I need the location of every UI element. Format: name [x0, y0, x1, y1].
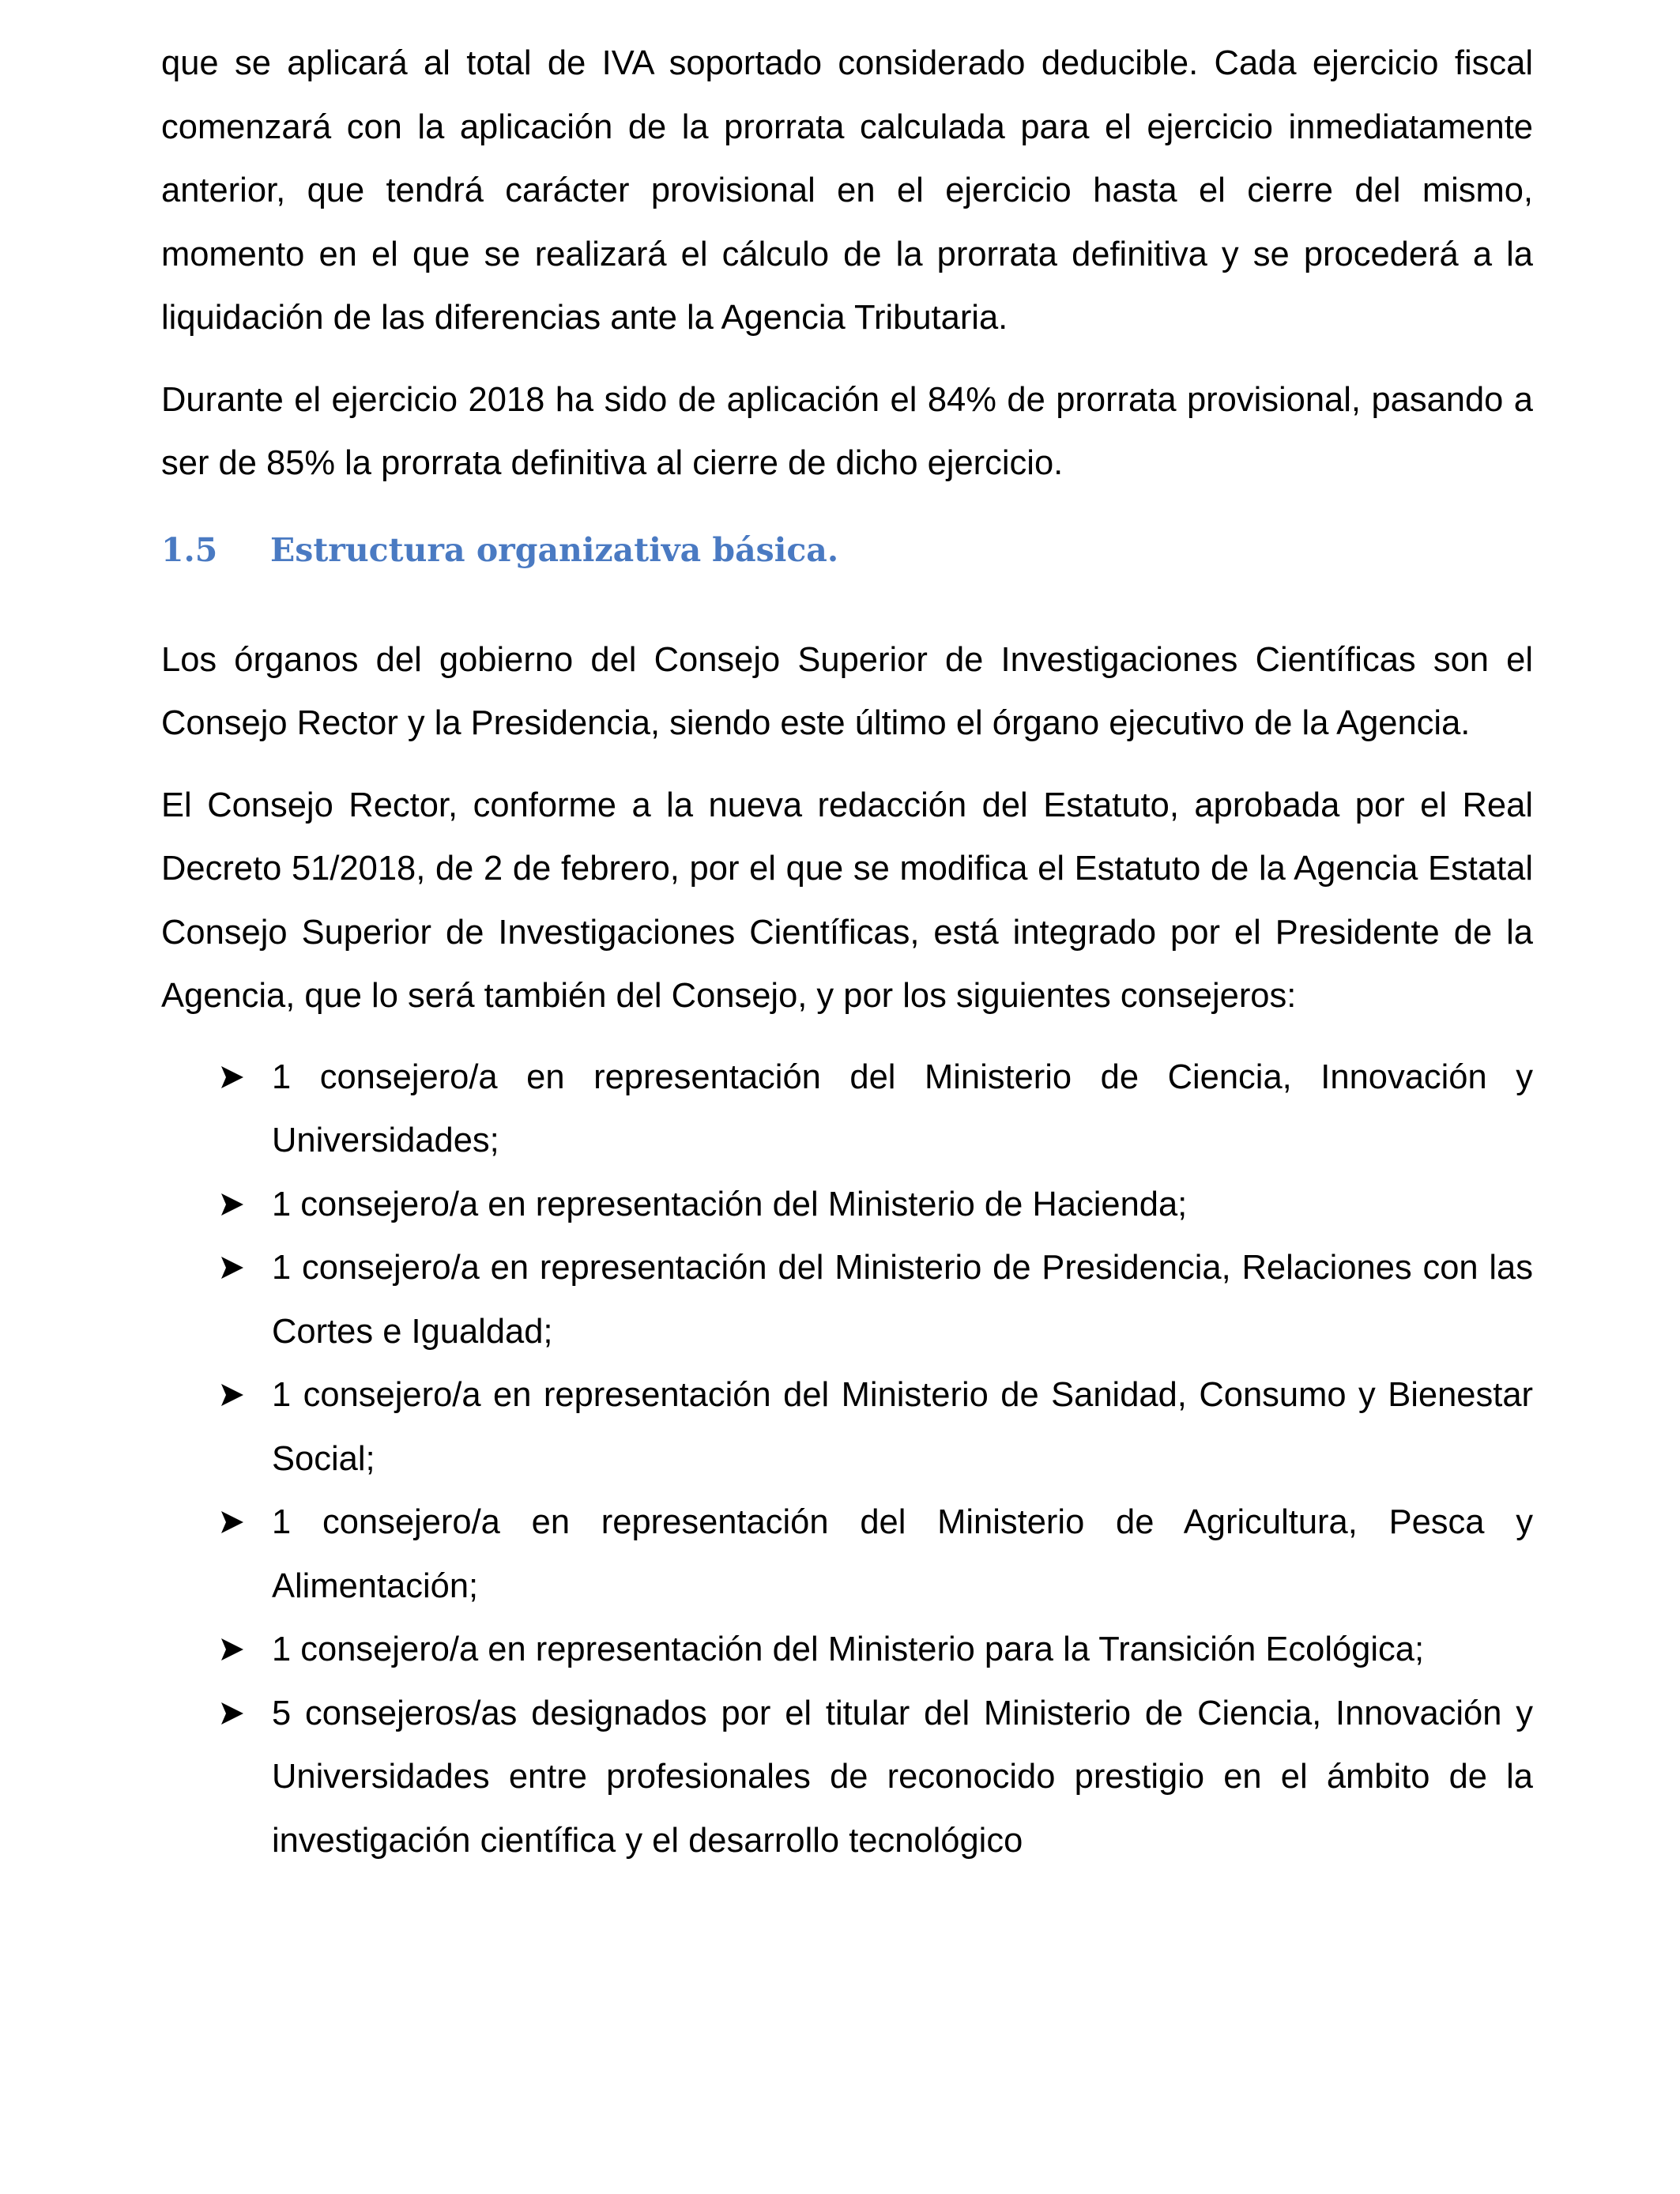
arrowhead-bullet-icon	[218, 1491, 250, 1554]
list-item-text: 1 consejero/a en representación del Ministerio de Sanidad, Consumo y Bienestar Social;	[272, 1376, 1533, 1478]
list-item-text: 5 consejeros/as designados por el titular del Ministerio de Ciencia, Innovación y Universidades entre profesionales de reconocido prestigio en el ámbito de la investigación científica y el desarrollo tecnológico	[272, 1694, 1533, 1860]
paragraph-prorrata-2018: Durante el ejercicio 2018 ha sido de aplicación el 84% de prorrata provisional, pasando a ser de 85% la prorrata definitiva al cierre de dicho ejercicio.	[161, 380, 1533, 482]
document-page	[161, 32, 1533, 1872]
list-item	[161, 1363, 1533, 1491]
arrowhead-bullet-icon	[218, 1046, 250, 1109]
list-item	[161, 1618, 1533, 1682]
list-item	[161, 1682, 1533, 1873]
arrowhead-bullet-icon	[218, 1682, 250, 1745]
list-item	[161, 1491, 1533, 1618]
list-item-text: 1 consejero/a en representación del Ministerio de Ciencia, Innovación y Universidades;	[272, 1057, 1533, 1159]
list-item-text: 1 consejero/a en representación del Ministerio para la Transición Ecológica;	[272, 1630, 1425, 1668]
list-item-text: 1 consejero/a en representación del Ministerio de Hacienda;	[272, 1185, 1188, 1223]
arrowhead-bullet-icon	[218, 1236, 250, 1299]
list-item	[161, 1236, 1533, 1363]
paragraph-consejo-rector: El Consejo Rector, conforme a la nueva redacción del Estatuto, aprobada por el Real Decreto 51/2018, de 2 de febrero, por el que se modifica el Estatuto de la Agencia Estatal Consejo Superior de Investigaciones Científicas, está integrado por el Presidente de la Agencia, que lo será también del Consejo, y por los siguientes consejeros:	[161, 786, 1533, 1015]
arrowhead-bullet-icon	[218, 1363, 250, 1427]
list-item	[161, 1173, 1533, 1237]
arrowhead-bullet-icon	[218, 1618, 250, 1681]
paragraph-prorrata-explanation: que se aplicará al total de IVA soportado considerado deducible. Cada ejercicio fiscal comenzará con la aplicación de la prorrata calculada para el ejercicio inmediatamente anterior, que tendrá carácter provisional en el ejercicio hasta el cierre del mismo, momento en el que se realizará el cálculo de la prorrata definitiva y se procederá a la liquidación de las diferencias ante la Agencia Tributaria.	[161, 44, 1533, 337]
section-number: 1.5	[161, 530, 218, 569]
section-title: Estructura organizativa básica.	[270, 530, 839, 569]
list-item-text: 1 consejero/a en representación del Ministerio de Agricultura, Pesca y Alimentación;	[272, 1503, 1533, 1605]
consejeros-list	[161, 1046, 1533, 1873]
paragraph-organos-gobierno: Los órganos del gobierno del Consejo Superior de Investigaciones Científicas son el Consejo Rector y la Presidencia, siendo este último el órgano ejecutivo de la Agencia.	[161, 640, 1533, 742]
list-item	[161, 1046, 1533, 1173]
section-heading	[161, 518, 1533, 582]
arrowhead-bullet-icon	[218, 1173, 250, 1236]
list-item-text: 1 consejero/a en representación del Ministerio de Presidencia, Relaciones con las Cortes e Igualdad;	[272, 1249, 1533, 1351]
